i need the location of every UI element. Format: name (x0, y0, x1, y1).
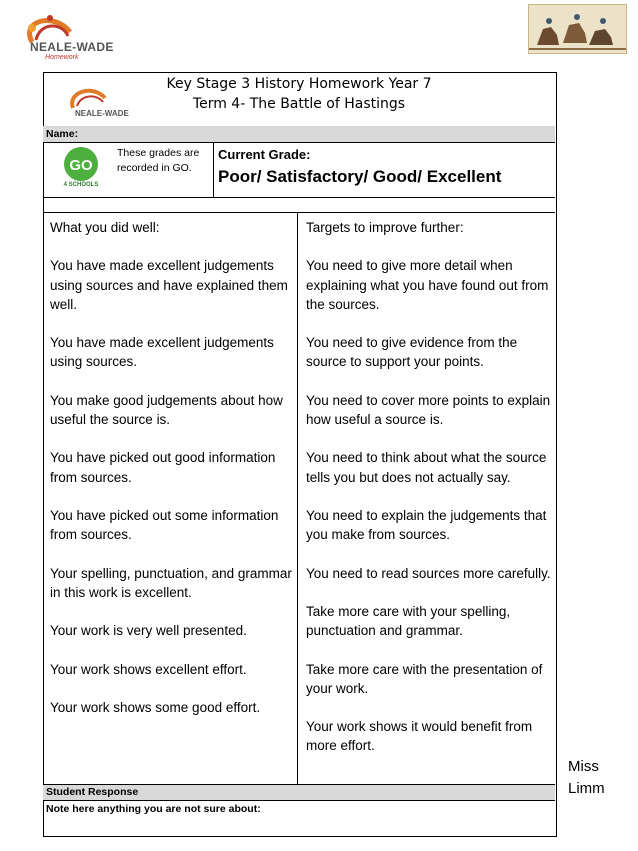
student-response-label: Student Response (46, 786, 139, 798)
grades-row (43, 142, 555, 198)
current-grade-cell (213, 142, 556, 197)
targets-column (306, 218, 551, 775)
did-well-item: Your work shows some good effort. (50, 699, 261, 715)
go-4-schools-logo-icon (59, 146, 103, 188)
student-response-row (43, 784, 555, 801)
target-item: Take more care with your spelling, punctuation and grammar. (306, 603, 511, 639)
logo-brand-text: NEALE-WADE (30, 40, 114, 54)
target-item: You need to think about what the source tells you but does not actually say. (306, 450, 547, 485)
note-label: Note here anything you are not sure about: (46, 803, 261, 815)
current-grade-label: Current Grade: (218, 147, 311, 162)
school-logo (10, 10, 120, 70)
did-well-item: Your spelling, punctuation, and grammar in this work is excellent. (50, 565, 292, 600)
did-well-item: You make good judgements about how useful the source is. (50, 392, 283, 427)
feedback-columns (43, 212, 555, 784)
page-subtitle: Term 4- The Battle of Hastings (192, 96, 406, 112)
target-item: Your work shows it would benefit from more effort. (306, 719, 533, 754)
did-well-item: You have picked out good information from sources. (50, 450, 276, 485)
did-well-heading: What you did well: (50, 220, 160, 235)
did-well-item: You have made excellent judgements using sources. (50, 335, 274, 370)
teacher-name-line2: Limm (568, 780, 605, 797)
target-item: You need to give more detail when explaining what you have found out from the sources. (306, 258, 549, 312)
grades-recorded-note: These grades are recorded in GO. (117, 147, 200, 174)
target-item: You need to cover more points to explain how useful a source is. (306, 392, 551, 427)
logo-sub-text: Homework (45, 54, 79, 61)
teacher-name-line1: Miss (568, 758, 599, 775)
svg-text:4 SCHOOLS: 4 SCHOOLS (63, 182, 99, 188)
teacher-name (568, 756, 628, 800)
name-label: Name: (46, 128, 79, 140)
title-section (43, 72, 555, 127)
target-item: Take more care with the presentation of your work. (306, 661, 543, 696)
bayeux-tapestry-image (528, 4, 627, 54)
did-well-item: Your work is very well presented. (50, 623, 247, 639)
target-item: You need to read sources more carefully. (306, 565, 551, 581)
did-well-column (50, 218, 295, 736)
current-grade-options: Poor/ Satisfactory/ Good/ Excellent (218, 167, 502, 186)
did-well-item: You have made excellent judgements using sources and have explained them well. (50, 258, 288, 312)
did-well-item: You have picked out some information from sources. (50, 507, 279, 543)
note-row[interactable] (43, 800, 555, 835)
svg-text:GO: GO (69, 157, 93, 174)
targets-heading: Targets to improve further: (306, 220, 464, 235)
name-row (43, 126, 555, 143)
did-well-item: Your work shows excellent effort. (50, 661, 247, 677)
target-item: You need to give evidence from the source to support your points. (306, 335, 518, 370)
target-item: You need to explain the judgements that you make from sources. (306, 507, 547, 543)
page-title: Key Stage 3 History Homework Year 7 (166, 76, 432, 92)
svg-text:NEALE-WADE: NEALE-WADE (75, 109, 129, 118)
column-divider (297, 212, 298, 784)
spacer-row (43, 197, 555, 213)
